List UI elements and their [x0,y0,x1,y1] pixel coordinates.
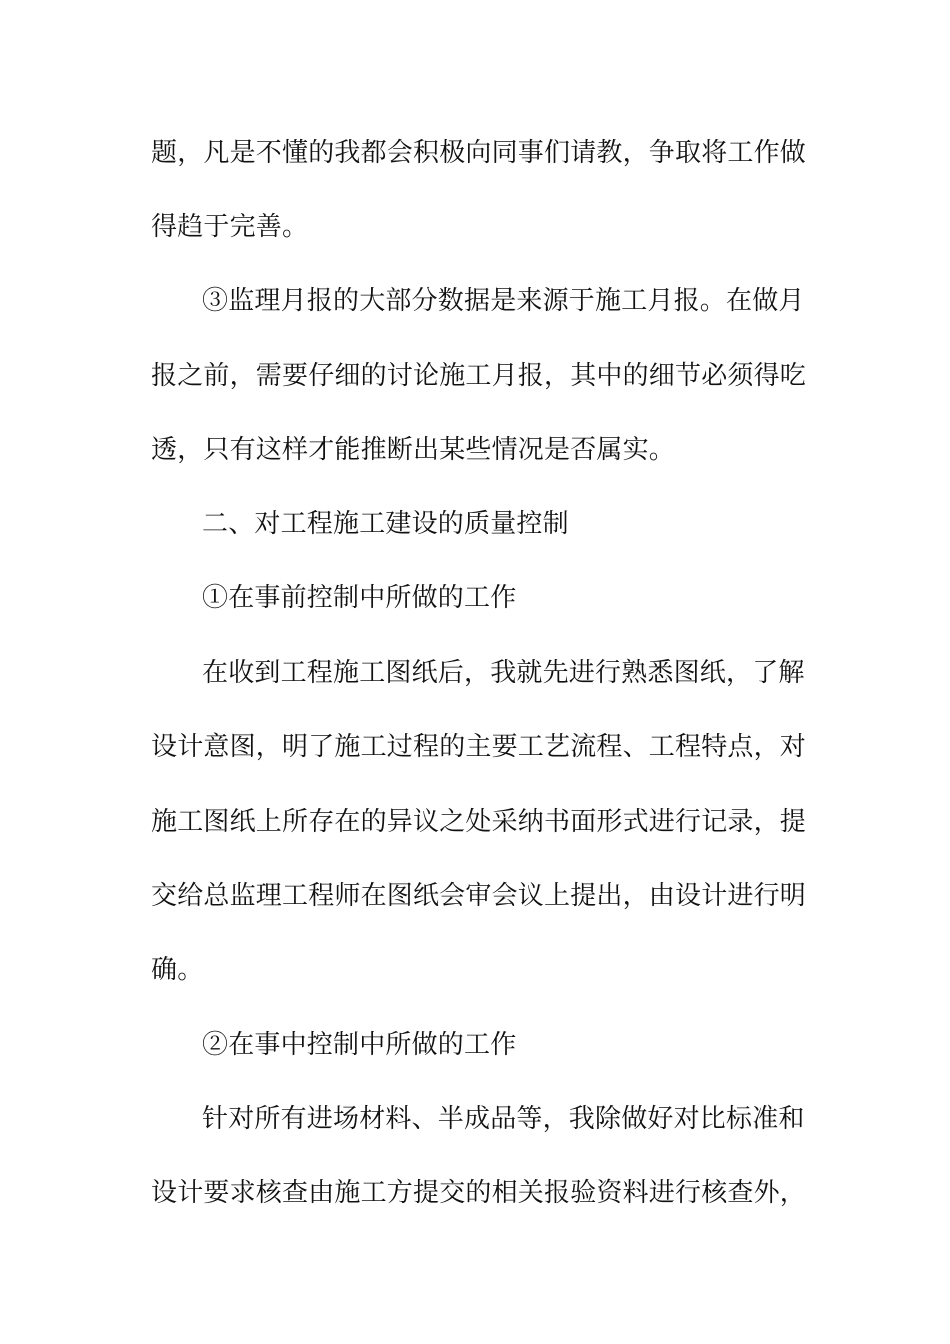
subsection-heading: ②在事中控制中所做的工作 [202,1030,517,1060]
text-line: 报之前，需要仔细的讨论施工月报，其中的细节必须得吃 [151,361,807,391]
text-line: 施工图纸上所存在的异议之处采纳书面形式进行记录，提 [151,807,807,837]
text-line: 题，凡是不懂的我都会积极向同事们请教，争取将工作做 [151,138,807,168]
text-line: 设计要求核查由施工方提交的相关报验资料进行核查外， [151,1178,807,1208]
subsection-heading: ①在事前控制中所做的工作 [202,583,517,613]
text-line: ③监理月报的大部分数据是来源于施工月报。在做月 [202,286,805,316]
section-heading: 二、对工程施工建设的质量控制 [202,509,569,539]
text-line: 针对所有进场材料、半成品等，我除做好对比标准和 [202,1104,805,1134]
text-line: 透，只有这样才能推断出某些情况是否属实。 [151,435,676,465]
text-line: 确。 [151,955,204,985]
text-line: 得趋于完善。 [151,212,309,242]
text-line: 在收到工程施工图纸后，我就先进行熟悉图纸，了解 [202,658,805,688]
text-line: 交给总监理工程师在图纸会审会议上提出，由设计进行明 [151,881,807,911]
text-line: 设计意图，明了施工过程的主要工艺流程、工程特点，对 [151,732,807,762]
